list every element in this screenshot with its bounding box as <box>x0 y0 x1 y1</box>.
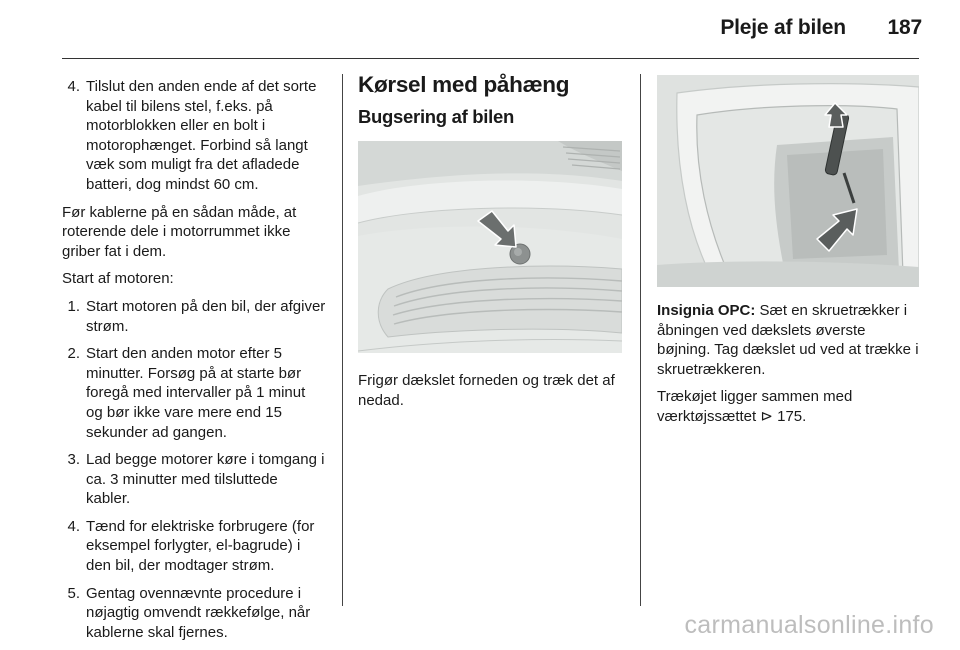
section-title: Pleje af bilen <box>720 16 846 39</box>
step-number: 1. <box>67 297 80 315</box>
list-item <box>62 517 326 576</box>
list-item <box>62 297 326 336</box>
tool-text: Trækøjet ligger sammen med værktøjssættet <box>657 388 853 425</box>
cable-routing-paragraph: Før kablerne på en sådan måde, at roterende dele i motorrummet ikke griber fat i dem. <box>62 203 297 260</box>
step-text: Lad begge motorer køre i tomgang i ca. 3 minutter med tilsluttede kabler. <box>86 451 325 508</box>
middle-column <box>358 72 622 418</box>
step-number: 5. <box>67 584 80 602</box>
front-bumper-cover-illustration <box>358 141 622 353</box>
page-reference[interactable]: 175. <box>772 407 807 425</box>
header-rule <box>62 58 919 59</box>
section-heading: Kørsel med påhæng <box>358 72 570 97</box>
list-item <box>62 77 326 195</box>
step-text: Tænd for elektriske forbrugere (for eksempel forlygter, el-bagrude) i den bil, der modtager strøm. <box>86 517 315 575</box>
step-text: Start motoren på den bil, der afgiver strøm. <box>86 297 326 335</box>
step-text: Start den anden motor efter 5 minutter. Forsøg på at starte bør foregå med intervaller på 1 minut og bør ikke vare mere end 15 sekunder ad gangen. <box>86 345 306 441</box>
step-number: 4. <box>67 78 80 95</box>
page-number: 187 <box>887 16 922 39</box>
left-column <box>62 77 326 650</box>
tool-kit-note <box>657 387 919 426</box>
step-text: Gentag ovennævnte procedure i nøjagtig omvendt rækkefølge, når kablerne skal fjernes. <box>86 584 311 641</box>
start-steps-list <box>62 297 326 643</box>
opc-cover-screwdriver-illustration <box>657 75 919 287</box>
page-reference-icon: ⊳ <box>760 407 773 425</box>
page-header <box>720 16 922 40</box>
opc-instruction <box>657 301 919 379</box>
step-text: Tilslut den anden ende af det sorte kabel til bilens stel, f.eks. på motorblokken eller en bolt i motorophænget. Forbind så langt væk som muligt fra det afladede batteri, dog mindst 60 cm. <box>86 78 317 193</box>
list-item <box>62 584 326 643</box>
watermark: carmanualsonline.info <box>684 611 934 639</box>
column-divider-2 <box>640 74 641 606</box>
list-item <box>62 450 326 509</box>
engine-start-intro: Start af motoren: <box>62 270 174 288</box>
subsection-heading: Bugsering af bilen <box>358 105 514 127</box>
column-divider-1 <box>342 74 343 606</box>
step-number: 4. <box>67 517 80 535</box>
list-item <box>62 344 326 442</box>
opc-text: Sæt en skruetrækker i åbningen ved dækslets øverste bøjning. Tag dækslet ud ved at trække i skruetrækkeren. <box>657 302 919 378</box>
step-number: 3. <box>67 451 80 469</box>
prev-step-list <box>62 77 326 195</box>
step-number: 2. <box>67 345 80 363</box>
right-column <box>657 75 919 435</box>
figure-caption: Frigør dækslet forneden og træk det af nedad. <box>358 372 615 409</box>
opc-label: Insignia OPC: <box>657 302 756 319</box>
